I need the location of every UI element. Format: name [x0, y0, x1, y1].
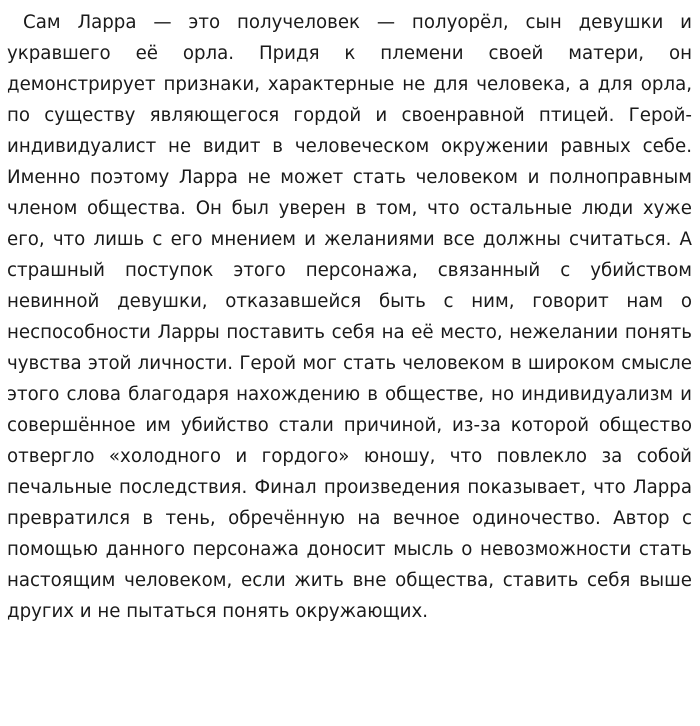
essay-paragraph: Сам Ларра — это получеловек — полуорёл, сын девушки и укравшего её орла. Придя к племени своей матери, он демонстрирует признаки, характерные не для человека, а для орла, по существу являющегося гордой и своенравной птицей. Герой-индивидуалист не видит в человеческом окружении равных себе. Именно поэтому Ларра не может стать человеком и полноправным членом общества. Он был уверен в том, что остальные люди хуже его, что лишь с его мнением и желаниями все должны считаться. А страшный поступок этого персонажа, связанный с убийством невинной девушки, отказавшейся быть с ним, говорит нам о неспособности Ларры поставить себя на её место, нежелании понять чувства этой личности. Герой мог стать человеком в широком смысле этого слова благодаря нахождению в обществе, но индивидуализм и совершённое им убийство стали причиной, из-за которой общество отвергло «холодного и гордого» юношу, что повлекло за собой печальные последствия. Финал произведения показывает, что Ларра превратился в тень, обречённую на вечное одиночество. Автор с помощью данного персонажа доносит мысль о невозможности стать настоящим человеком, если жить вне общества, ставить себя выше других и не пытаться понять окружающих. — [7, 12, 692, 622]
document-page — [7, 7, 692, 627]
